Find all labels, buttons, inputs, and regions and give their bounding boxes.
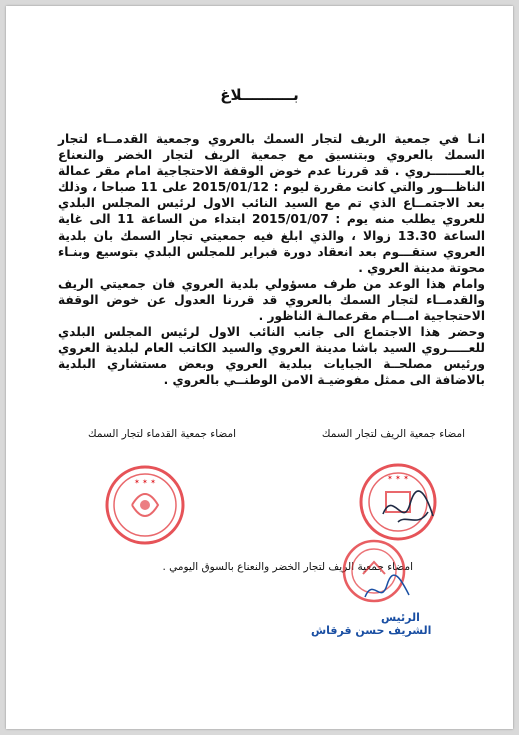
paragraph: انـا في جمعية الريف لتجار السمك بالعروي وجمعية القدمــاء لتجار السمك بالعروي وبتنسيق مع جمعية الريف لتجار الخضر والنعناع بالعــــــــروي . قد قررنا عدم خوض الوقفة الاحتجاجية امام مقر عمالة الناظـــور والتي كانت مقررة ليوم : 2015/01/12 على 11 صباحا ، وذلك بعد الاجتمــاع الذي تم مع السيد النائب الاول لرئيس المجلس البلدي للعروي يطلب منه يوم : 2015/01/07 ابتداء من الساعة 11 الى غاية الساعة 13.30 زوالا ، والذي ابلغ فيه جمعيتي تجار السمك بان بلدية العروي ستقـــوم بعد انعقاد دورة فبراير للمجلس البلدي بتوسيع وبنـاء محوتة مدينة العروي . — [58, 132, 485, 275]
president-title: الرئيس — [381, 611, 420, 624]
handwritten-signature-rif — [378, 484, 438, 534]
document-title: بــــــــــلاغ — [220, 86, 299, 104]
document-page — [6, 6, 513, 729]
stamp-qudamaa-association — [104, 464, 186, 546]
signature-label-qudamaa: امضاء جمعية القدماء لتجار السمك — [88, 428, 237, 440]
paragraph: وحضر هذا الاجتماع الى جانب النائب الاول لرئيس المجلس البلدي للعـــــروي السيد باشا مدينة العروي والسيد الكاتب العام لبلدية العروي ورئيس مصلحــة الجبايات ببلدية العروي وبعض مستشاري البلدية بالاضافة الى ممثل مفوضيـة الامن الوطنــي بالعروي . — [58, 325, 485, 388]
document-body — [58, 131, 485, 389]
paragraph: وامام هذا الوعد من طرف مسؤولي بلدية العروي فان جمعيتي الريف والقدمــاء لتجار السمك بالعروي قد قررنا العدول عن خوض الوقفة الاحتجاجية امـــام مقرعمالـة الناظور . — [58, 276, 485, 324]
signature-label-vegetables: امضاء جمعية الريف لتجار الخضر والنعناع بالسوق اليومي . — [162, 561, 413, 573]
signature-label-rif: امضاء جمعية الريف لتجار السمك — [321, 428, 465, 440]
svg-text:✶ ✶ ✶: ✶ ✶ ✶ — [133, 478, 157, 486]
svg-text:✶ ✶ ✶: ✶ ✶ ✶ — [386, 474, 410, 482]
handwritten-signature-president — [361, 571, 413, 611]
president-name: الشريف حسن قرقاش — [311, 624, 432, 637]
